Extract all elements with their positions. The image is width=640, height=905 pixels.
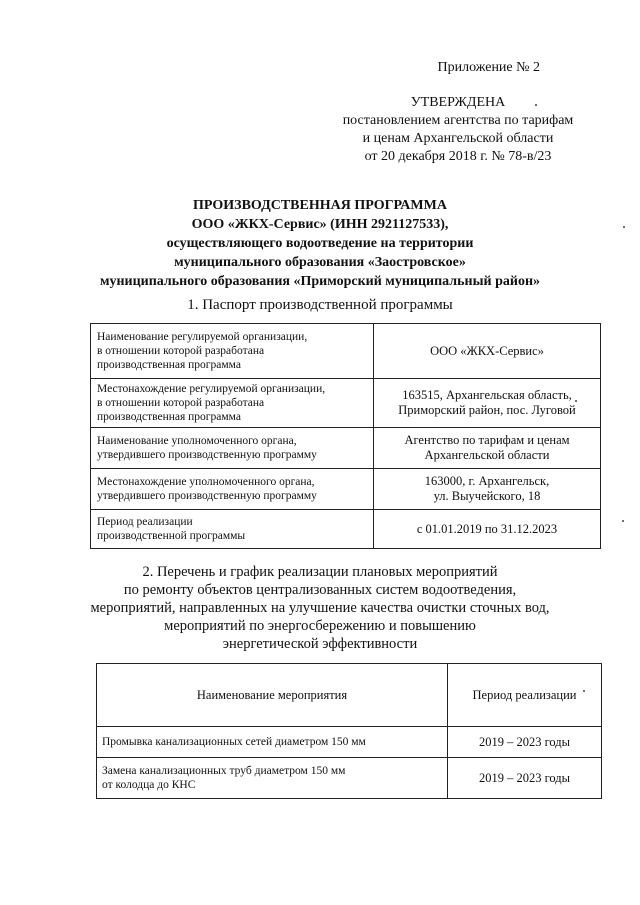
table-row	[91, 379, 601, 428]
value-line: Архангельской области	[424, 448, 550, 462]
column-header-name: Наименование мероприятия	[97, 664, 448, 727]
label-line: Местонахождение регулируемой организации,	[97, 383, 326, 395]
measure-period: 2019 – 2023 годы	[448, 727, 602, 758]
approval-line: и ценам Архангельской области	[362, 131, 554, 146]
name-line: Замена канализационных труб диаметром 150 мм	[102, 765, 346, 777]
value-line: ул. Выучейского, 18	[433, 489, 541, 503]
measure-name	[97, 727, 448, 758]
heading-line: по ремонту объектов централизованных систем водоотведения,	[123, 582, 517, 598]
value-line: Агентство по тарифам и ценам	[404, 433, 570, 447]
title-line: осуществляющего водоотведение на территории	[166, 236, 474, 251]
title-line: ПРОИЗВОДСТВЕННАЯ ПРОГРАММА	[193, 198, 447, 213]
passport-label	[91, 324, 374, 379]
passport-label	[91, 428, 374, 469]
column-header-period: Период реализации	[448, 664, 602, 727]
heading-line: 2. Перечень и график реализации плановых мероприятий	[142, 564, 498, 580]
label-line: производственная программа	[97, 411, 241, 423]
table-row	[91, 469, 601, 510]
heading-line: энергетической эффективности	[222, 636, 418, 652]
heading-line: мероприятий по энергосбережению и повышению	[164, 618, 476, 634]
label-line: Наименование уполномоченного органа,	[97, 435, 297, 447]
scan-speck	[583, 690, 585, 692]
document-title	[0, 196, 640, 291]
label-line: в отношении которой разработана	[97, 345, 265, 357]
passport-table	[90, 323, 601, 549]
table-row	[97, 727, 602, 758]
scan-speck	[622, 520, 624, 522]
title-line: ООО «ЖКХ-Сервис» (ИНН 2921127533),	[191, 217, 449, 232]
scan-speck	[575, 400, 577, 402]
scan-speck	[623, 226, 625, 228]
section2-heading	[0, 563, 640, 653]
approval-heading: УТВЕРЖДЕНА	[410, 95, 506, 110]
passport-value	[374, 428, 601, 469]
label-line: производственной программы	[97, 530, 246, 542]
label-line: Местонахождение уполномоченного органа,	[97, 476, 315, 488]
label-line: производственная программа	[97, 359, 241, 371]
value-line: с 01.01.2019 по 31.12.2023	[416, 521, 558, 536]
passport-label	[91, 510, 374, 549]
measure-period: 2019 – 2023 годы	[448, 758, 602, 799]
heading-line: мероприятий, направленных на улучшение качества очистки сточных вод,	[90, 600, 550, 616]
label-line: утвердившего производственную программу	[97, 449, 317, 461]
name-line: от колодца до КНС	[102, 779, 196, 791]
table-row	[91, 510, 601, 549]
title-line: муниципального образования «Приморский муниципальный район»	[99, 274, 541, 289]
approval-line: постановлением агентства по тарифам	[342, 113, 574, 128]
value-line: ООО «ЖКХ-Сервис»	[430, 343, 544, 358]
passport-label	[91, 469, 374, 510]
name-line: Промывка канализационных сетей диаметром 150 мм	[102, 736, 366, 748]
scan-speck	[535, 104, 537, 106]
table-row	[91, 428, 601, 469]
passport-value	[374, 379, 601, 428]
table-row	[91, 324, 601, 379]
table-header-row	[97, 664, 602, 727]
value-line: Приморский район, пос. Луговой	[398, 403, 576, 417]
label-line: в отношении которой разработана	[97, 397, 265, 409]
table-row	[97, 758, 602, 799]
appendix-number: Приложение № 2	[437, 60, 540, 75]
label-line: утвердившего производственную программу	[97, 490, 317, 502]
passport-value	[374, 324, 601, 379]
value-line: 163515, Архангельская область,	[402, 388, 572, 402]
value-line: 163000, г. Архангельск,	[424, 474, 550, 488]
passport-value	[374, 510, 601, 549]
title-line: муниципального образования «Заостровское»	[174, 255, 466, 270]
section1-heading: 1. Паспорт производственной программы	[187, 297, 453, 313]
label-line: Период реализации	[97, 516, 193, 528]
approval-block	[333, 94, 583, 166]
measures-table	[96, 663, 602, 799]
measure-name	[97, 758, 448, 799]
passport-label	[91, 379, 374, 428]
approval-line: от 20 декабря 2018 г. № 78-в/23	[364, 149, 552, 164]
label-line: Наименование регулируемой организации,	[97, 331, 308, 343]
passport-value	[374, 469, 601, 510]
